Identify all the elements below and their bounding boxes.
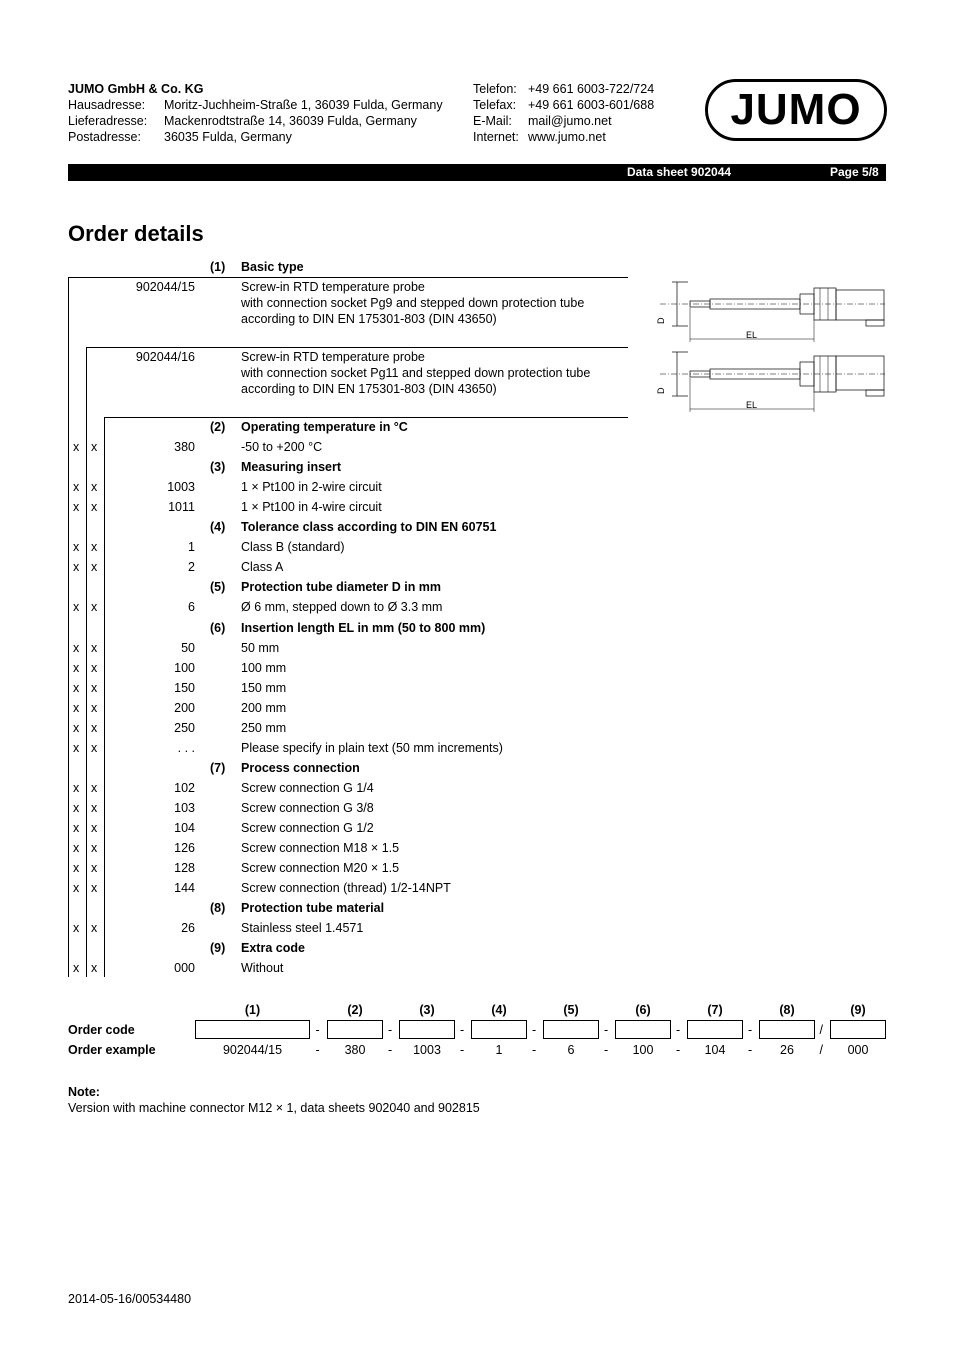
contact-value: +49 661 6003-722/724 <box>528 82 655 96</box>
option-code: 50 <box>181 640 195 655</box>
section-number: (9) <box>210 941 226 956</box>
page-title: Order details <box>68 221 204 246</box>
section-number: (2) <box>210 420 226 434</box>
address-label: Lieferadresse: <box>68 114 148 128</box>
probe-diagram-pg11 <box>656 352 885 412</box>
basic-type-desc: with connection socket Pg11 and stepped down protection tube <box>241 366 591 380</box>
basic-type-desc: according to DIN EN 175301-803 (DIN 43650) <box>241 312 497 326</box>
compat-mark-16: x <box>91 961 98 976</box>
basic-type-desc: Screw-in RTD temperature probe <box>241 350 425 364</box>
compat-mark-15: x <box>73 841 80 856</box>
option-code: 1003 <box>167 480 195 495</box>
order-separator: - <box>676 1023 681 1037</box>
compat-mark-16: x <box>91 841 98 856</box>
option-desc: 100 mm <box>241 660 287 675</box>
order-separator: - <box>315 1023 320 1037</box>
order-example-value: 1 <box>495 1043 503 1057</box>
page-number: Page 5/8 <box>830 165 879 179</box>
address-value: Moritz-Juchheim-Straße 1, 36039 Fulda, Germany <box>164 98 443 112</box>
compat-mark-15: x <box>73 780 80 795</box>
contact-value: +49 661 6003-601/688 <box>528 98 655 112</box>
compat-mark-15: x <box>73 921 80 936</box>
option-desc: Screw connection G 3/8 <box>241 800 374 815</box>
compat-mark-15: x <box>73 560 80 575</box>
order-example-value: 380 <box>344 1043 366 1057</box>
basic-type-desc: according to DIN EN 175301-803 (DIN 43650) <box>241 382 497 396</box>
order-code-field <box>399 1020 455 1039</box>
option-desc: Class B (standard) <box>241 540 345 555</box>
option-desc: Class A <box>241 560 284 575</box>
option-desc: -50 to +200 °C <box>241 440 323 455</box>
address-label: Hausadresse: <box>68 98 146 112</box>
probe-diagrams <box>656 278 890 418</box>
option-desc: Screw connection G 1/4 <box>241 780 374 795</box>
order-column-number: (8) <box>779 1003 795 1017</box>
option-desc: 250 mm <box>241 720 287 735</box>
option-code: 250 <box>174 720 195 735</box>
contact-label: Telefon: <box>473 82 517 96</box>
note-heading: Note: <box>68 1085 100 1099</box>
option-desc: Screw connection (thread) 1/2-14NPT <box>241 881 451 896</box>
table-rule <box>86 347 87 977</box>
section-number: (1) <box>210 260 226 274</box>
diameter-label: D <box>656 317 666 324</box>
compat-mark-16: x <box>91 560 98 575</box>
order-separator: - <box>604 1023 609 1037</box>
option-desc: 150 mm <box>241 680 287 695</box>
compat-mark-16: x <box>91 500 98 515</box>
compat-mark-16: x <box>91 680 98 695</box>
order-example-value: 100 <box>632 1043 654 1057</box>
order-example-value: 6 <box>567 1043 575 1057</box>
option-desc: 200 mm <box>241 700 287 715</box>
table-rule <box>86 347 628 348</box>
compat-mark-15: x <box>73 720 80 735</box>
table-rule <box>104 417 628 418</box>
compat-mark-15: x <box>73 881 80 896</box>
compat-mark-16: x <box>91 800 98 815</box>
datasheet-number: Data sheet 902044 <box>627 165 732 179</box>
order-column-number: (3) <box>419 1003 435 1017</box>
order-code-field <box>327 1020 383 1039</box>
compat-mark-16: x <box>91 821 98 835</box>
compat-mark-15: x <box>73 480 80 495</box>
compat-mark-15: x <box>73 600 80 615</box>
compat-mark-15: x <box>73 640 80 655</box>
option-code: 102 <box>174 780 195 795</box>
order-code-field <box>615 1020 671 1039</box>
compat-mark-15: x <box>73 821 80 835</box>
order-code-field <box>830 1020 886 1039</box>
compat-mark-16: x <box>91 700 98 715</box>
option-code: 2 <box>188 560 195 575</box>
option-code: 1 <box>188 540 195 555</box>
contact-label: E-Mail: <box>473 114 512 128</box>
order-separator: - <box>460 1043 465 1057</box>
length-label: EL <box>746 330 758 340</box>
option-code: 6 <box>188 600 195 615</box>
note-text: Version with machine connector M12 × 1, data sheets 902040 and 902815 <box>68 1101 480 1115</box>
order-example-value: 104 <box>704 1043 726 1057</box>
option-code: 1011 <box>168 500 195 515</box>
option-code: 128 <box>174 861 195 876</box>
option-desc: 50 mm <box>241 640 280 655</box>
option-code: . . . <box>177 740 195 755</box>
section-heading: Insertion length EL in mm (50 to 800 mm) <box>241 620 486 635</box>
section-number: (5) <box>210 580 226 595</box>
length-label: EL <box>746 400 758 410</box>
compat-mark-16: x <box>91 740 98 755</box>
section-heading: Protection tube diameter D in mm <box>241 580 442 595</box>
datasheet-bar <box>68 164 886 181</box>
compat-mark-16: x <box>91 780 98 795</box>
address-value: 36035 Fulda, Germany <box>164 130 292 144</box>
compat-mark-16: x <box>91 881 98 896</box>
compat-mark-15: x <box>73 660 80 675</box>
basic-type-desc: Screw-in RTD temperature probe <box>241 280 425 294</box>
compat-mark-15: x <box>73 440 80 455</box>
compat-mark-16: x <box>91 540 98 555</box>
option-desc: 1 × Pt100 in 4-wire circuit <box>241 500 382 515</box>
compat-mark-16: x <box>91 640 98 655</box>
section-number: (7) <box>210 760 226 775</box>
section-heading: Extra code <box>241 941 305 956</box>
option-desc: Screw connection G 1/2 <box>241 821 374 835</box>
option-code: 200 <box>174 700 195 715</box>
order-code-field <box>543 1020 599 1039</box>
basic-type-code: 902044/15 <box>135 280 195 294</box>
section-number: (8) <box>210 901 226 916</box>
order-example-label: Order example <box>68 1043 156 1057</box>
jumo-logo <box>705 79 887 141</box>
order-code-label: Order code <box>68 1023 135 1037</box>
address-value: Mackenrodtstraße 14, 36039 Fulda, Germany <box>164 114 417 128</box>
order-column-number: (7) <box>707 1003 723 1017</box>
order-separator: - <box>748 1043 753 1057</box>
section-heading: Process connection <box>241 760 360 775</box>
section-heading: Operating temperature in °C <box>241 420 408 434</box>
order-code-field <box>471 1020 527 1039</box>
compat-mark-16: x <box>91 861 98 876</box>
order-code-field <box>195 1020 310 1039</box>
section-heading: Basic type <box>241 260 304 274</box>
address-label: Postadresse: <box>68 130 141 144</box>
order-separator: - <box>460 1023 465 1037</box>
basic-type-code: 902044/16 <box>135 350 195 364</box>
order-example-value: 26 <box>780 1043 794 1057</box>
order-code-field <box>759 1020 815 1039</box>
order-column-number: (4) <box>491 1003 507 1017</box>
section-heading: Protection tube material <box>241 901 385 916</box>
order-separator: - <box>388 1043 393 1057</box>
logo-text: JUMO <box>730 85 862 134</box>
section-number: (4) <box>210 520 226 535</box>
compat-mark-15: x <box>73 540 80 555</box>
order-separator: - <box>532 1043 537 1057</box>
table-rule <box>68 277 628 278</box>
contact-value: mail@jumo.net <box>528 114 612 128</box>
order-separator: / <box>819 1023 823 1037</box>
option-code: 103 <box>174 800 195 815</box>
option-code: 150 <box>174 680 195 695</box>
order-column-number: (1) <box>244 1003 261 1017</box>
compat-mark-16: x <box>91 440 98 455</box>
compat-mark-16: x <box>91 921 98 936</box>
compat-mark-15: x <box>73 961 80 976</box>
option-desc: Please specify in plain text (50 mm increments) <box>241 740 503 755</box>
order-separator: - <box>315 1043 320 1057</box>
order-column-number: (6) <box>635 1003 651 1017</box>
order-separator: - <box>748 1023 753 1037</box>
compat-mark-15: x <box>73 500 80 515</box>
order-code-field <box>687 1020 743 1039</box>
order-column-number: (9) <box>850 1003 866 1017</box>
section-number: (6) <box>210 620 226 635</box>
basic-type-desc: with connection socket Pg9 and stepped down protection tube <box>241 296 585 310</box>
option-desc: Ø 6 mm, stepped down to Ø 3.3 mm <box>241 600 443 615</box>
option-desc: Screw connection M18 × 1.5 <box>241 841 400 856</box>
option-code: 26 <box>181 921 195 936</box>
order-separator: / <box>819 1043 823 1057</box>
order-separator: - <box>388 1023 393 1037</box>
compat-mark-15: x <box>73 680 80 695</box>
compat-mark-16: x <box>91 660 98 675</box>
option-desc: Stainless steel 1.4571 <box>241 921 364 936</box>
compat-mark-16: x <box>91 600 98 615</box>
section-number: (3) <box>210 460 226 475</box>
order-example-value: 1003 <box>413 1043 441 1057</box>
option-code: 104 <box>174 821 195 835</box>
compat-mark-15: x <box>73 700 80 715</box>
contact-value: www.jumo.net <box>528 130 606 144</box>
compat-mark-16: x <box>91 480 98 495</box>
compat-mark-15: x <box>73 800 80 815</box>
option-code: 144 <box>174 881 195 896</box>
option-desc: 1 × Pt100 in 2-wire circuit <box>241 480 382 495</box>
section-heading: Tolerance class according to DIN EN 60751 <box>241 520 497 535</box>
probe-diagram-pg9 <box>656 282 885 342</box>
section-heading: Measuring insert <box>241 460 342 475</box>
order-separator: - <box>604 1043 609 1057</box>
company-name: JUMO GmbH & Co. KG <box>68 82 204 96</box>
option-desc: Screw connection M20 × 1.5 <box>241 861 400 876</box>
option-code: 000 <box>174 961 195 976</box>
contact-label: Internet: <box>473 130 519 144</box>
compat-mark-15: x <box>73 740 80 755</box>
footer-doc-id: 2014-05-16/00534480 <box>68 1292 192 1306</box>
contact-label: Telefax: <box>473 98 517 112</box>
option-desc: Without <box>241 961 284 976</box>
order-separator: - <box>676 1043 681 1057</box>
table-rule <box>68 277 69 977</box>
option-code: 380 <box>174 440 195 455</box>
diameter-label: D <box>656 387 666 394</box>
order-column-number: (5) <box>563 1003 579 1017</box>
order-example-value: 000 <box>847 1043 869 1057</box>
option-code: 100 <box>174 660 195 675</box>
order-example-value: 902044/15 <box>222 1043 283 1057</box>
compat-mark-16: x <box>91 720 98 735</box>
option-code: 126 <box>174 841 195 856</box>
compat-mark-15: x <box>73 861 80 876</box>
order-separator: - <box>532 1023 537 1037</box>
order-column-number: (2) <box>347 1003 363 1017</box>
